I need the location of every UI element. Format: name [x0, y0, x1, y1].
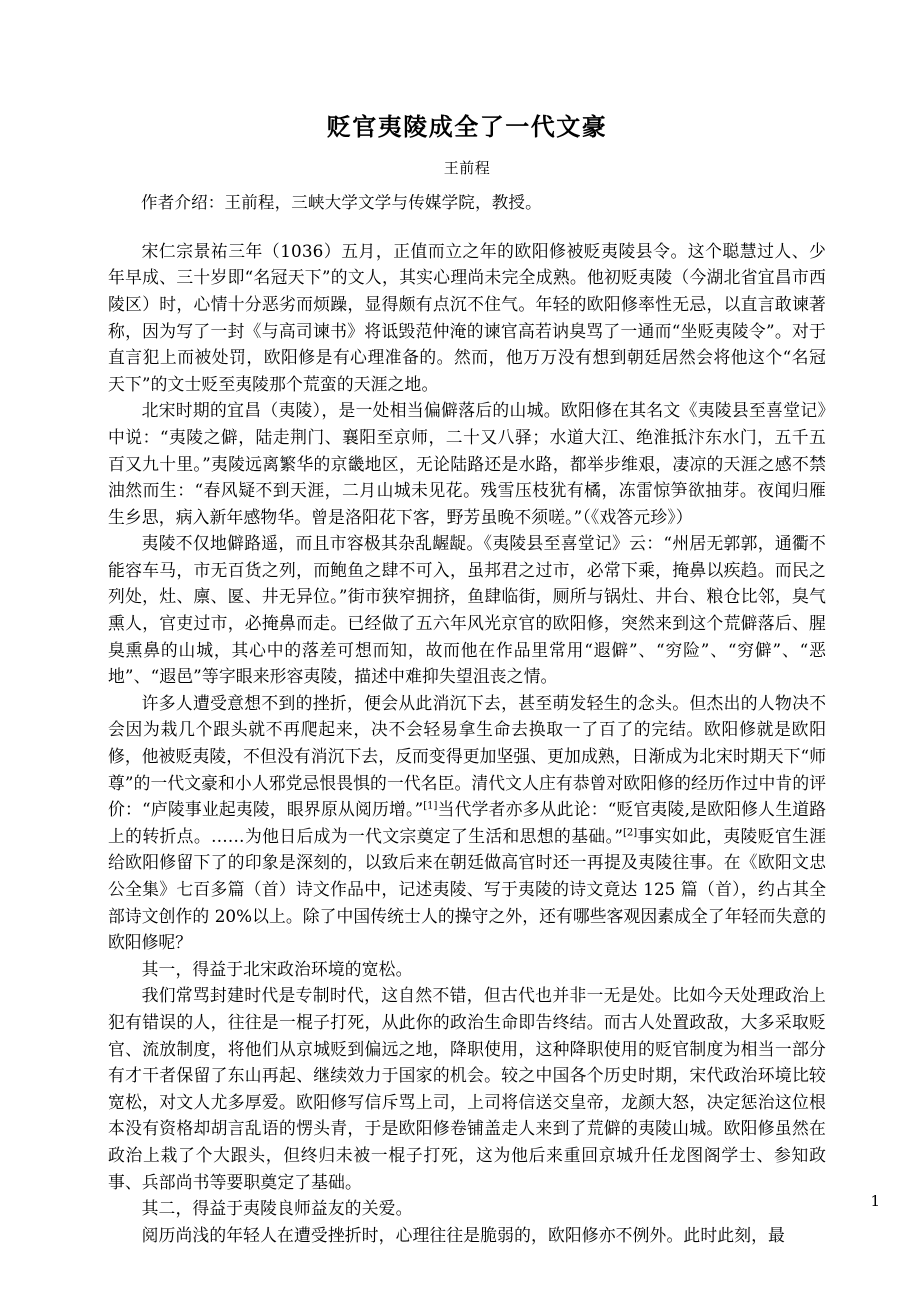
paragraph-8: 阅历尚浅的年轻人在遭受挫折时，心理往往是脆弱的，欧阳修亦不例外。此时此刻，最	[141, 1224, 785, 1245]
paragraph-7: 其二，得益于夷陵良师益友的关爱。	[141, 1198, 413, 1219]
paragraph-5: 其一，得益于北宋政治环境的宽松。	[141, 958, 413, 979]
paragraph-3: 夷陵不仅地僻路遥，而且市容极其杂乱龌龊。《夷陵县至喜堂记》云：“州居无郭郭，通衢不能容车马，市无百货之列，而鲍鱼之肆不可入，虽邦君之过市，必常下乘，掩鼻以疾趋。而民之列处，灶、廪、匽、井无异位。”街市狭窄拥挤，鱼肆临街，厕所与锅灶、井台、粮仓比邻，臭气熏人，官吏过市，必掩鼻而走。已经做了五六年风光京官的欧阳修，突然来到这个荒僻落后、腥臭熏鼻的山城，其心中的落差可想而知，故而他在作品里常用“遐僻”、“穷险”、“穷僻”、“恶地”、“遐邑”等字眼来形容夷陵，描述中难抑失望沮丧之情。	[108, 533, 826, 687]
paragraph-4-text-after-footnote-2: 事实如此，夷陵贬官生涯给欧阳修留下了的印象是深刻的，以致后来在朝廷做高官时还一再提及夷陵往事。在《欧阳文忠公全集》七百多篇（首）诗文作品中，记述夷陵、写于夷陵的诗文竟达 125 篇（首），约占其全部诗文创作的 20%以上。除了中国传统士人的操守之外，还有哪些客观因素成全了年轻而失意的欧阳修呢？	[108, 825, 826, 953]
page-content	[108, 0, 826, 1248]
article-body	[108, 216, 826, 1249]
page-number: 1	[870, 1192, 880, 1210]
paragraph-6: 我们常骂封建时代是专制时代，这自然不错，但古代也并非一无是处。比如今天处理政治上犯有错误的人，往往是一棍子打死，从此你的政治生命即告终结。而古人处置政敌，大多采取贬官、流放制度，将他们从京城贬到偏远之地，降职使用，这种降职使用的贬官制度为相当一部分有才干者保留了东山再起、继续效力于国家的机会。较之中国各个历史时期，宋代政治环境比较宽松，对文人尤多厚爱。欧阳修写信斥骂上司，上司将信送交皇帝，龙颜大怒，决定惩治这位根本没有资格却胡言乱语的愣头青，于是欧阳修卷铺盖走人来到了荒僻的夷陵山城。欧阳修虽然在政治上栽了个大跟头，但终归未被一棍子打死，这为他后来重回京城升任龙图阁学士、参知政事、兵部尚书等要职奠定了基础。	[108, 985, 826, 1192]
author-name: 王前程	[443, 159, 491, 178]
paragraph-2: 北宋时期的宜昌（夷陵），是一处相当偏僻落后的山城。欧阳修在其名文《夷陵县至喜堂记》中说：“夷陵之僻，陆走荆门、襄阳至京师，二十又八驿；水道大江、绝淮抵汴东水门，五千五百又九十里。”夷陵远离繁华的京畿地区，无论陆路还是水路，都举步维艰，凄凉的天涯之感不禁油然而生：“春风疑不到天涯，二月山城未见花。残雪压枝犹有橘，冻雷惊笋欲抽芽。夜闻归雁生乡思，病入新年感物华。曾是洛阳花下客，野芳虽晚不须嗟。”（《戏答元珍》）	[108, 400, 826, 527]
paragraph-4	[108, 690, 826, 956]
paragraph-1: 宋仁宗景祐三年（1036）五月，正值而立之年的欧阳修被贬夷陵县令。这个聪慧过人、少年早成、三十岁即“名冠天下”的文人，其实心理尚未完全成熟。他初贬夷陵（今湖北省宜昌市西陵区）时，心情十分恶劣而烦躁，显得颇有点沉不住气。年轻的欧阳修率性无忌，以直言敢谏著称，因为写了一封《与高司谏书》将诋毁范仲淹的谏官高若讷臭骂了一通而“坐贬夷陵令”。对于直言犯上而被处罚，欧阳修是有心理准备的。然而，他万万没有想到朝廷居然会将他这个“名冠天下”的文士贬至夷陵那个荒蛮的天涯之地。	[108, 240, 826, 394]
footnote-marker-1[interactable]: [1]	[423, 800, 438, 812]
paragraph-4-text-before-footnote-1: 许多人遭受意想不到的挫折，便会从此消沉下去，甚至萌发轻生的念头。但杰出的人物决不会因为栽几个跟头就不再爬起来，决不会轻易拿生命去换取一了百了的完结。欧阳修就是欧阳修，他被贬夷陵，不但没有消沉下去，反而变得更加坚强、更加成熟，日渐成为北宋时期天下“师尊”的一代文豪和小人邪党忌恨畏惧的一代名臣。清代文人庄有恭曾对欧阳修的经历作过中肯的评价：“庐陵事业起夷陵，眼界原从阅历增。”	[108, 692, 826, 820]
page-title: 贬官夷陵成全了一代文豪	[326, 113, 608, 141]
author-bio: 作者介绍：王前程，三峡大学文学与传媒学院，教授。	[141, 193, 542, 213]
paragraph-4-text-between-footnotes: 当代学者亦多从此论：“贬官夷陵,是欧阳修人生道路上的转折点。……为他日后成为一代文宗奠定了生活和思想的基础。”	[108, 799, 826, 846]
footnote-marker-2[interactable]: [2]	[622, 827, 638, 839]
